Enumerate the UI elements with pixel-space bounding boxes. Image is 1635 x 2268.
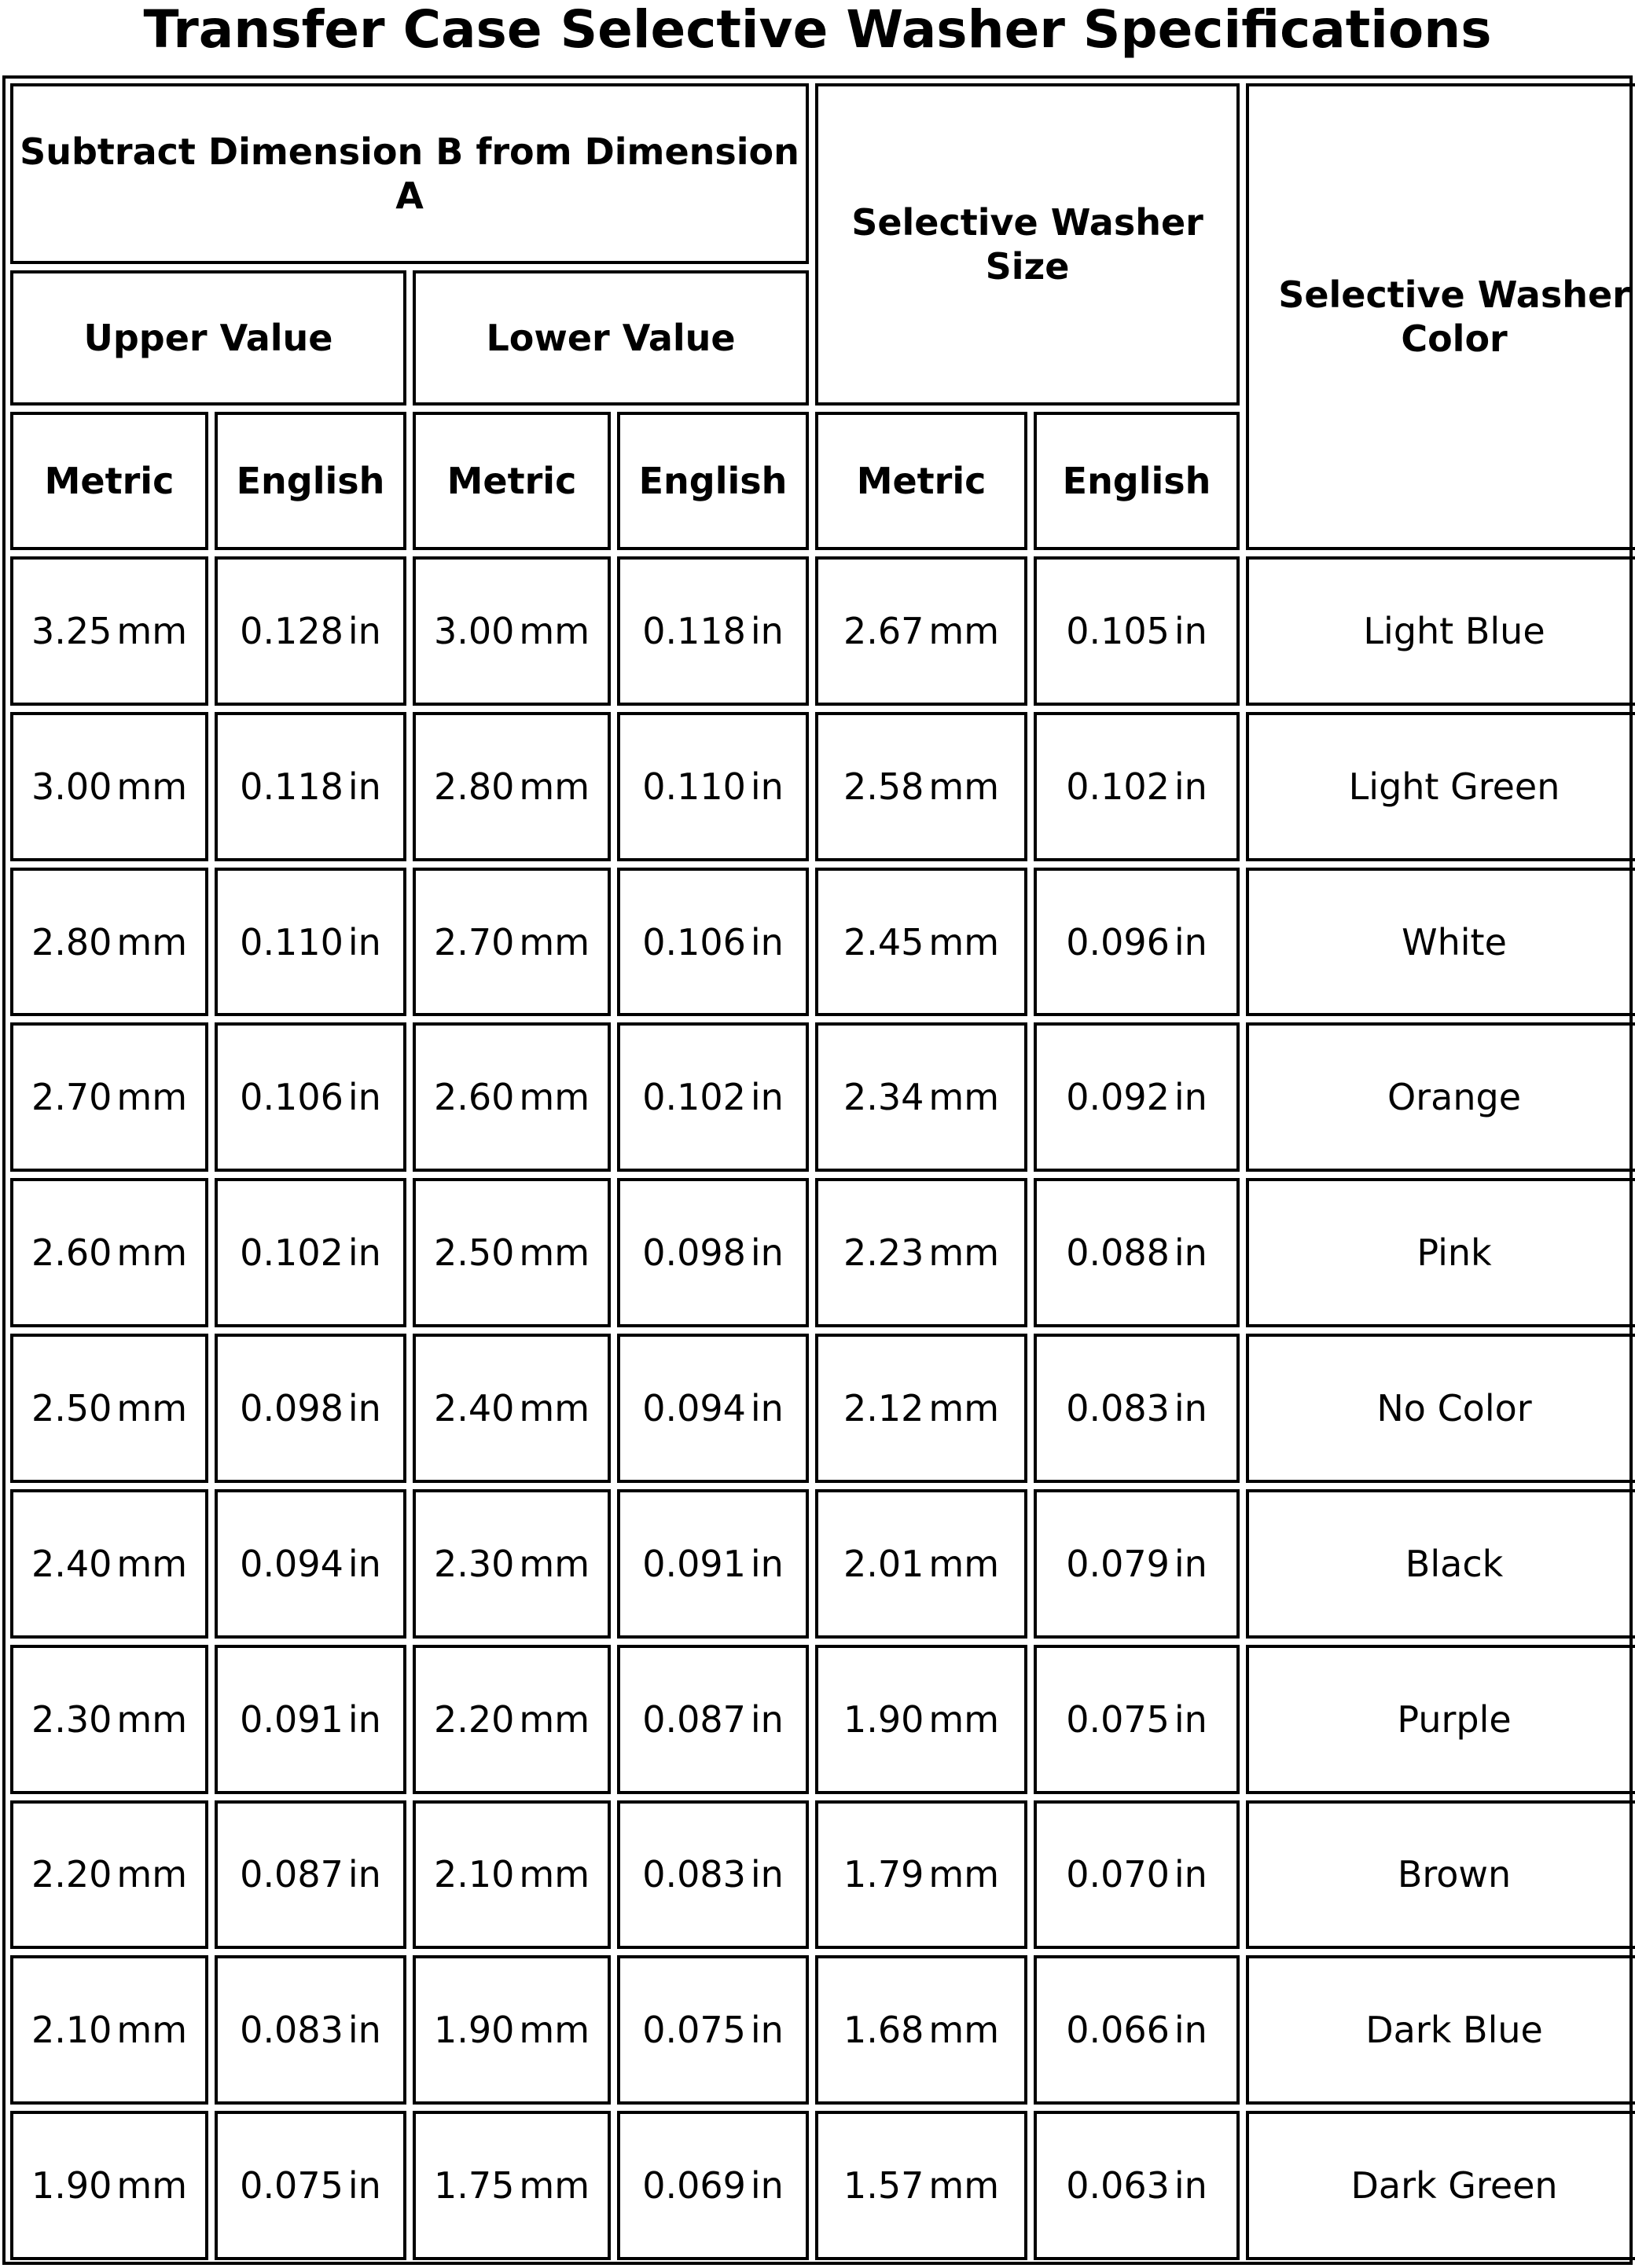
cell-value: 2.60 <box>31 1231 112 1275</box>
upper-value-header: Upper Value <box>10 270 406 406</box>
cell-value: 2.40 <box>433 1386 515 1429</box>
cell-unit: in <box>347 609 381 652</box>
size-metric-cell <box>815 556 1027 706</box>
washer-spec-table <box>4 77 1635 2266</box>
upper-english-cell <box>215 2111 406 2260</box>
upper-metric-cell <box>10 1800 208 1950</box>
cell-value: 0.106 <box>642 920 746 963</box>
upper-english-cell <box>215 868 406 1017</box>
cell-value: 0.075 <box>1066 1697 1170 1741</box>
upper-english-cell <box>215 712 406 861</box>
cell-value: 0.075 <box>642 2009 746 2052</box>
cell-unit: mm <box>519 609 590 652</box>
lower-english-cell <box>617 1489 809 1639</box>
cell-value: 0.069 <box>642 2164 746 2207</box>
lower-english-cell <box>617 1178 809 1327</box>
cell-unit: in <box>347 1542 381 1585</box>
cell-value: 3.25 <box>31 609 112 652</box>
size-metric-cell <box>815 1800 1027 1950</box>
table-row <box>10 1645 1635 1794</box>
cell-unit: mm <box>928 609 1000 652</box>
lower-metric-cell <box>413 1178 611 1327</box>
washer-color-cell: Brown <box>1246 1800 1635 1950</box>
cell-unit: in <box>1174 1076 1207 1119</box>
table-row <box>10 1334 1635 1483</box>
cell-unit: in <box>347 1386 381 1429</box>
cell-unit: in <box>1174 765 1207 808</box>
cell-unit: mm <box>928 765 1000 808</box>
cell-value: 0.088 <box>1066 1231 1170 1275</box>
cell-unit: mm <box>116 1542 188 1585</box>
washer-color-cell: Purple <box>1246 1645 1635 1794</box>
cell-value: 0.087 <box>240 1853 344 1896</box>
cell-value: 0.066 <box>1066 2009 1170 2052</box>
size-english-cell <box>1034 868 1240 1017</box>
lower-english-cell <box>617 1022 809 1172</box>
cell-unit: mm <box>519 1386 590 1429</box>
cell-value: 0.092 <box>1066 1076 1170 1119</box>
cell-unit: mm <box>519 765 590 808</box>
cell-unit: mm <box>116 1697 188 1741</box>
cell-value: 2.50 <box>31 1386 112 1429</box>
upper-metric-cell <box>10 1489 208 1639</box>
cell-value: 0.102 <box>1066 765 1170 808</box>
lower-metric-header: Metric <box>413 412 611 550</box>
cell-unit: mm <box>928 1853 1000 1896</box>
cell-value: 2.70 <box>433 920 515 963</box>
size-metric-cell <box>815 1645 1027 1794</box>
lower-metric-cell <box>413 1489 611 1639</box>
cell-unit: in <box>1174 2164 1207 2207</box>
size-metric-cell <box>815 868 1027 1017</box>
cell-unit: in <box>750 920 784 963</box>
cell-unit: mm <box>519 1697 590 1741</box>
washer-color-cell: Black <box>1246 1489 1635 1639</box>
cell-unit: in <box>347 2164 381 2207</box>
cell-value: 0.087 <box>642 1697 746 1741</box>
cell-value: 2.70 <box>31 1076 112 1119</box>
size-english-cell <box>1034 1022 1240 1172</box>
upper-metric-cell <box>10 1334 208 1483</box>
size-english-header: English <box>1034 412 1240 550</box>
cell-unit: in <box>1174 920 1207 963</box>
cell-unit: mm <box>519 1076 590 1119</box>
cell-value: 2.45 <box>843 920 924 963</box>
page-title: Transfer Case Selective Washer Specifications <box>143 0 1492 60</box>
cell-value: 2.30 <box>31 1697 112 1741</box>
washer-color-cell: Orange <box>1246 1022 1635 1172</box>
lower-metric-cell <box>413 1955 611 2105</box>
cell-unit: mm <box>928 2009 1000 2052</box>
cell-value: 0.079 <box>1066 1542 1170 1585</box>
cell-unit: in <box>750 609 784 652</box>
cell-unit: mm <box>928 1386 1000 1429</box>
cell-unit: mm <box>116 609 188 652</box>
table-row <box>10 1178 1635 1327</box>
washer-color-cell: Light Blue <box>1246 556 1635 706</box>
size-english-cell <box>1034 1800 1240 1950</box>
cell-unit: mm <box>519 2009 590 2052</box>
cell-unit: mm <box>116 2009 188 2052</box>
washer-size-header: Selective Washer Size <box>815 83 1240 406</box>
upper-metric-cell <box>10 712 208 861</box>
upper-english-cell <box>215 1955 406 2105</box>
cell-value: 2.20 <box>433 1697 515 1741</box>
lower-metric-cell <box>413 1022 611 1172</box>
size-metric-cell <box>815 1178 1027 1327</box>
size-english-cell <box>1034 712 1240 861</box>
table-row <box>10 868 1635 1017</box>
cell-value: 2.20 <box>31 1853 112 1896</box>
cell-unit: in <box>347 2009 381 2052</box>
cell-value: 2.01 <box>843 1542 924 1585</box>
cell-unit: in <box>347 1697 381 1741</box>
cell-unit: mm <box>519 920 590 963</box>
size-metric-cell <box>815 1489 1027 1639</box>
cell-unit: in <box>750 1076 784 1119</box>
cell-value: 0.118 <box>240 765 344 808</box>
cell-value: 2.58 <box>843 765 924 808</box>
cell-unit: in <box>750 1542 784 1585</box>
lower-metric-cell <box>413 556 611 706</box>
upper-english-cell <box>215 1800 406 1950</box>
cell-value: 2.34 <box>843 1076 924 1119</box>
lower-metric-cell <box>413 712 611 861</box>
lower-english-header: English <box>617 412 809 550</box>
upper-metric-cell <box>10 1955 208 2105</box>
table-row <box>10 556 1635 706</box>
lower-metric-cell <box>413 1800 611 1950</box>
washer-color-cell: Light Green <box>1246 712 1635 861</box>
cell-value: 2.12 <box>843 1386 924 1429</box>
size-metric-cell <box>815 2111 1027 2260</box>
subtract-header: Subtract Dimension B from Dimension A <box>10 83 809 264</box>
cell-unit: mm <box>928 920 1000 963</box>
upper-metric-header: Metric <box>10 412 208 550</box>
lower-english-cell <box>617 868 809 1017</box>
cell-unit: mm <box>519 2164 590 2207</box>
cell-unit: in <box>347 765 381 808</box>
cell-unit: in <box>750 1231 784 1275</box>
lower-english-cell <box>617 556 809 706</box>
size-english-cell <box>1034 1489 1240 1639</box>
table-row <box>10 2111 1635 2260</box>
table-row <box>10 1489 1635 1639</box>
cell-value: 0.094 <box>642 1386 746 1429</box>
cell-unit: mm <box>116 920 188 963</box>
upper-english-cell <box>215 556 406 706</box>
cell-value: 0.118 <box>642 609 746 652</box>
washer-color-header: Selective Washer Color <box>1246 83 1635 550</box>
size-metric-header: Metric <box>815 412 1027 550</box>
cell-value: 2.10 <box>433 1853 515 1896</box>
cell-unit: in <box>347 920 381 963</box>
size-metric-cell <box>815 1955 1027 2105</box>
spec-table-body <box>10 556 1635 2260</box>
upper-metric-cell <box>10 1022 208 1172</box>
upper-english-cell <box>215 1178 406 1327</box>
upper-english-cell <box>215 1022 406 1172</box>
cell-unit: in <box>750 1853 784 1896</box>
cell-value: 2.10 <box>31 2009 112 2052</box>
cell-value: 0.083 <box>240 2009 344 2052</box>
cell-value: 2.67 <box>843 609 924 652</box>
cell-unit: in <box>750 1697 784 1741</box>
size-metric-cell <box>815 1334 1027 1483</box>
cell-unit: in <box>1174 1542 1207 1585</box>
size-english-cell <box>1034 556 1240 706</box>
cell-unit: in <box>1174 2009 1207 2052</box>
cell-value: 0.105 <box>1066 609 1170 652</box>
cell-value: 0.106 <box>240 1076 344 1119</box>
spec-table-frame <box>2 75 1633 2265</box>
upper-english-cell <box>215 1645 406 1794</box>
cell-value: 0.096 <box>1066 920 1170 963</box>
cell-value: 1.75 <box>433 2164 515 2207</box>
cell-value: 0.091 <box>642 1542 746 1585</box>
cell-unit: mm <box>116 1231 188 1275</box>
size-english-cell <box>1034 1645 1240 1794</box>
lower-english-cell <box>617 1800 809 1950</box>
cell-unit: in <box>1174 1231 1207 1275</box>
cell-value: 2.80 <box>433 765 515 808</box>
cell-value: 0.091 <box>240 1697 344 1741</box>
cell-value: 2.30 <box>433 1542 515 1585</box>
washer-color-cell: Dark Green <box>1246 2111 1635 2260</box>
cell-value: 0.098 <box>642 1231 746 1275</box>
size-english-cell <box>1034 1178 1240 1327</box>
cell-unit: in <box>347 1076 381 1119</box>
cell-value: 0.094 <box>240 1542 344 1585</box>
cell-value: 1.90 <box>843 1697 924 1741</box>
cell-value: 0.128 <box>240 609 344 652</box>
cell-unit: mm <box>116 1386 188 1429</box>
cell-value: 2.40 <box>31 1542 112 1585</box>
cell-unit: in <box>1174 609 1207 652</box>
lower-english-cell <box>617 1955 809 2105</box>
cell-value: 1.90 <box>433 2009 515 2052</box>
cell-unit: in <box>1174 1697 1207 1741</box>
upper-metric-cell <box>10 1178 208 1327</box>
cell-value: 1.68 <box>843 2009 924 2052</box>
table-row <box>10 712 1635 861</box>
cell-value: 1.57 <box>843 2164 924 2207</box>
cell-value: 1.79 <box>843 1853 924 1896</box>
cell-unit: mm <box>928 1542 1000 1585</box>
size-metric-cell <box>815 712 1027 861</box>
lower-english-cell <box>617 2111 809 2260</box>
cell-value: 0.110 <box>642 765 746 808</box>
cell-unit: in <box>1174 1386 1207 1429</box>
cell-unit: mm <box>928 1076 1000 1119</box>
washer-color-cell: No Color <box>1246 1334 1635 1483</box>
upper-metric-cell <box>10 868 208 1017</box>
cell-value: 0.083 <box>1066 1386 1170 1429</box>
cell-unit: mm <box>928 1231 1000 1275</box>
table-row <box>10 1022 1635 1172</box>
cell-value: 0.063 <box>1066 2164 1170 2207</box>
table-row <box>10 1955 1635 2105</box>
cell-unit: mm <box>519 1231 590 1275</box>
upper-metric-cell <box>10 1645 208 1794</box>
cell-value: 3.00 <box>433 609 515 652</box>
cell-value: 0.070 <box>1066 1853 1170 1896</box>
cell-unit: mm <box>928 1697 1000 1741</box>
cell-unit: in <box>347 1231 381 1275</box>
cell-unit: mm <box>116 765 188 808</box>
cell-value: 2.80 <box>31 920 112 963</box>
cell-unit: in <box>750 2009 784 2052</box>
cell-unit: mm <box>519 1853 590 1896</box>
lower-metric-cell <box>413 1645 611 1794</box>
cell-unit: mm <box>116 2164 188 2207</box>
lower-metric-cell <box>413 868 611 1017</box>
table-row <box>10 1800 1635 1950</box>
washer-color-cell: Pink <box>1246 1178 1635 1327</box>
size-english-cell <box>1034 1334 1240 1483</box>
cell-value: 0.102 <box>642 1076 746 1119</box>
upper-english-cell <box>215 1489 406 1639</box>
cell-unit: mm <box>519 1542 590 1585</box>
lower-value-header: Lower Value <box>413 270 809 406</box>
cell-unit: in <box>750 1386 784 1429</box>
cell-value: 1.90 <box>31 2164 112 2207</box>
upper-english-cell <box>215 1334 406 1483</box>
cell-value: 0.110 <box>240 920 344 963</box>
lower-english-cell <box>617 712 809 861</box>
lower-metric-cell <box>413 2111 611 2260</box>
cell-value: 3.00 <box>31 765 112 808</box>
cell-value: 0.098 <box>240 1386 344 1429</box>
cell-unit: in <box>750 765 784 808</box>
cell-unit: in <box>1174 1853 1207 1896</box>
upper-metric-cell <box>10 556 208 706</box>
cell-unit: in <box>347 1853 381 1896</box>
washer-color-cell: Dark Blue <box>1246 1955 1635 2105</box>
lower-english-cell <box>617 1334 809 1483</box>
cell-value: 2.60 <box>433 1076 515 1119</box>
cell-value: 2.50 <box>433 1231 515 1275</box>
upper-english-header: English <box>215 412 406 550</box>
cell-value: 0.102 <box>240 1231 344 1275</box>
cell-unit: mm <box>116 1076 188 1119</box>
cell-unit: mm <box>928 2164 1000 2207</box>
cell-unit: mm <box>116 1853 188 1896</box>
cell-value: 0.083 <box>642 1853 746 1896</box>
size-english-cell <box>1034 2111 1240 2260</box>
size-metric-cell <box>815 1022 1027 1172</box>
upper-metric-cell <box>10 2111 208 2260</box>
cell-unit: in <box>750 2164 784 2207</box>
lower-metric-cell <box>413 1334 611 1483</box>
size-english-cell <box>1034 1955 1240 2105</box>
washer-color-cell: White <box>1246 868 1635 1017</box>
cell-value: 2.23 <box>843 1231 924 1275</box>
cell-value: 0.075 <box>240 2164 344 2207</box>
lower-english-cell <box>617 1645 809 1794</box>
